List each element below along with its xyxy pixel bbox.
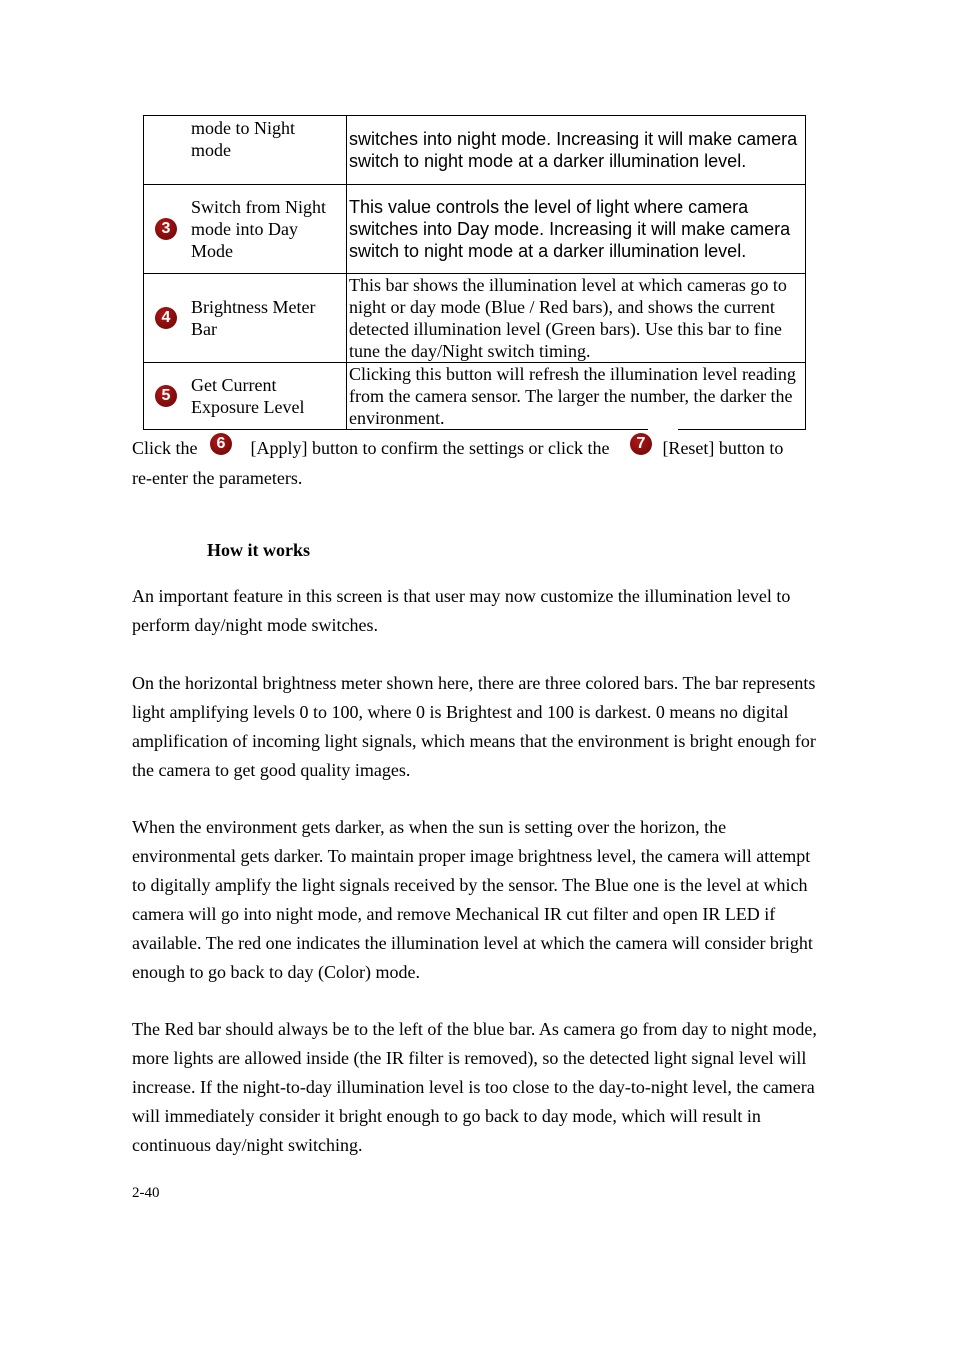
setting-name: Switch from Night mode into Day Mode xyxy=(188,185,347,274)
paragraph: The Red bar should always be to the left of the blue bar. As camera go from day to night mode, more lights are allowed inside (the IR filter is removed), so the detected light signal level will increase. If the night-to-day illumination level is too close to the day-to-night level, the camera will immediately consider it bright enough to go back to day mode, which will result in continuous day/night switching. xyxy=(132,1019,817,1155)
number-4-icon: 4 xyxy=(155,307,177,329)
number-7-icon: 7 xyxy=(630,433,652,455)
table-row xyxy=(144,363,806,430)
setting-description: Clicking this button will refresh the illumination level reading from the camera sensor. The larger the number, the darker the environment. xyxy=(347,363,806,430)
settings-description-table xyxy=(143,115,806,430)
setting-name: Get Current Exposure Level xyxy=(188,363,347,430)
paragraph: An important feature in this screen is that user may now customize the illumination level to perform day/night mode switches. xyxy=(132,586,791,635)
setting-name: mode to Night mode xyxy=(188,116,347,185)
number-6-icon: 6 xyxy=(210,433,232,455)
number-3-icon: 3 xyxy=(155,218,177,240)
apply-reset-instruction: Click the 6 [Apply] button to confirm the settings or click the 7 [Reset] button to xyxy=(132,434,784,458)
icon-cell xyxy=(144,363,189,430)
instruction-continuation: re-enter the parameters. xyxy=(132,468,303,488)
table-row xyxy=(144,116,806,185)
setting-description: This value controls the level of light where camera switches into Day mode. Increasing it will make camera switch to night mode at a darker illumination level. xyxy=(347,185,806,274)
icon-cell xyxy=(144,185,189,274)
table-row xyxy=(144,185,806,274)
paragraph: When the environment gets darker, as when the sun is setting over the horizon, the environmental gets darker. To maintain proper image brightness level, the camera will attempt to digitally amplify the light signals received by the sensor. The Blue one is the level at which camera will go into night mode, and remove Mechanical IR cut filter and open IR LED if available. The red one indicates the illumination level at which the camera will consider bright enough to go back to day (Color) mode. xyxy=(132,817,813,982)
setting-description: This bar shows the illumination level at which cameras go to night or day mode (Blue / Red bars), and shows the current detected illumination level (Green bars). Use this bar to fine tune the day/Night switch timing. xyxy=(347,274,806,363)
paragraph: On the horizontal brightness meter shown here, there are three colored bars. The bar represents light amplifying levels 0 to 100, where 0 is Brightest and 100 is darkest. 0 means no digital amplification of incoming light signals, which means that the environment is bright enough for the camera to get good quality images. xyxy=(132,673,816,780)
setting-name: Brightness Meter Bar xyxy=(188,274,347,363)
icon-cell xyxy=(144,274,189,363)
section-heading: How it works xyxy=(207,540,310,560)
setting-description: switches into night mode. Increasing it will make camera switch to night mode at a darker illumination level. xyxy=(347,116,806,185)
table-row xyxy=(144,274,806,363)
number-5-icon: 5 xyxy=(155,385,177,407)
icon-backdrop xyxy=(648,425,678,431)
icon-cell xyxy=(144,116,189,185)
page-number: 2-40 xyxy=(132,1185,160,1201)
